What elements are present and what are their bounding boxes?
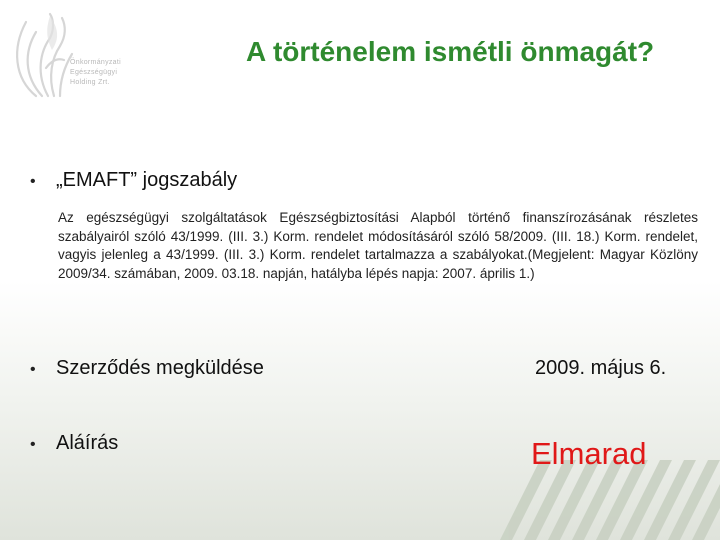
bullet-szerzodes — [30, 357, 264, 380]
bullet-emaft — [30, 169, 237, 192]
alairas-status: Elmarad — [531, 436, 647, 471]
logo-line-1: Önkormányzati — [70, 59, 121, 66]
bullet-szerzodes-label: Szerződés megküldése — [56, 357, 264, 379]
bullet-emaft-label: „EMAFT” jogszabály — [56, 169, 238, 191]
slide-title: A történelem ismétli önmagát? — [246, 36, 655, 67]
bullet-dot-icon: • — [30, 361, 36, 378]
emaft-detail-paragraph: Az egészségügyi szolgáltatások Egészségbiztosítási Alapból történő finanszírozásának részletes szabályairól szóló 43/1999. (III. 3.) Korm. rendelet módosításáról szóló 58/2009. (III. 18.) Korm. rendelet, vagyis jelenleg a 43/1999. (III. 3.) Korm. rendelet tartalmazza a szabályokat.(Megjelent: Magyar Közlöny 2009/34. számában, 2009. 03.18. napján, hatályba lépés napja: 2007. április 1.) — [58, 210, 698, 281]
bullet-dot-icon: • — [30, 436, 36, 453]
logo-line-2: Egészségügyi — [70, 69, 118, 76]
bullet-alairas — [30, 432, 118, 455]
logo-text — [70, 58, 150, 88]
bullet-dot-icon: • — [30, 173, 36, 190]
bullet-alairas-label: Aláírás — [56, 432, 119, 454]
szerzodes-date: 2009. május 6. — [535, 357, 667, 379]
logo-line-3: Holding Zrt. — [70, 79, 110, 86]
corner-stripes-decoration — [500, 460, 720, 540]
